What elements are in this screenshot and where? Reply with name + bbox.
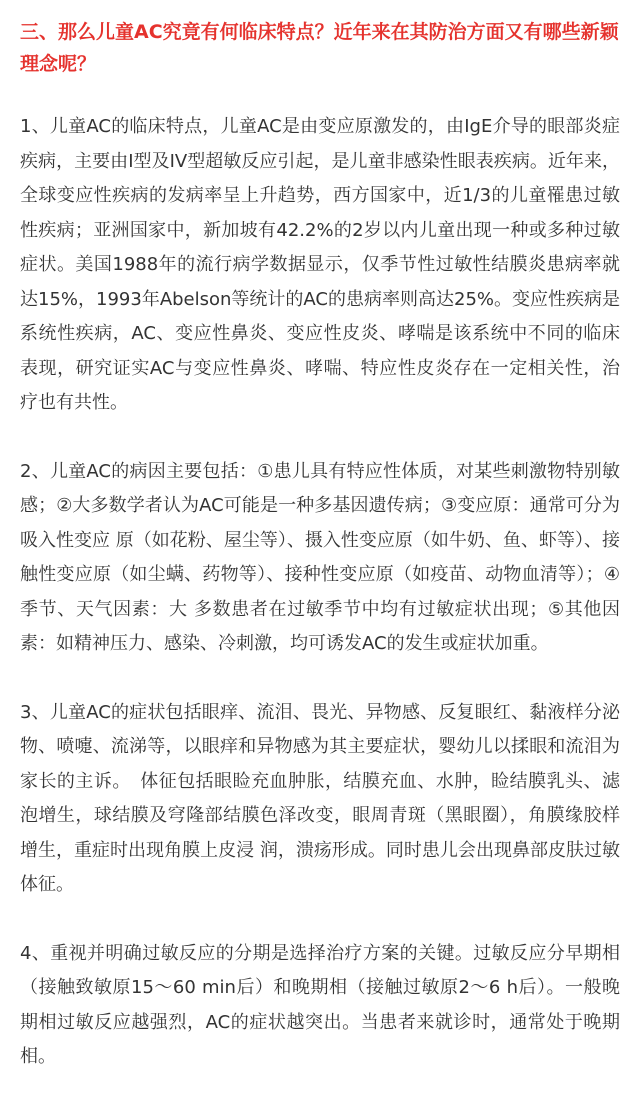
section-heading: 三、那么儿童AC究竟有何临床特点？近年来在其防治方面又有哪些新颖理念呢？ xyxy=(20,21,619,75)
paragraph-symptoms: 3、儿童AC的症状包括眼痒、流泪、畏光、异物感、反复眼红、黏液样分泌物、喷嚏、流涕等，以眼痒和异物感为其主要症状，婴幼儿以揉眼和流泪为家长的主诉。 体征包括眼睑充血肿胀，结膜充血、水肿，睑结膜乳头、滤泡增生，球结膜及穹隆部结膜色泽改变，眼周青斑（黑眼圈），角膜缘胶样增生，重症时出现角膜上皮浸 润，溃疡形成。同时患儿会出现鼻部皮肤过敏体征。 xyxy=(20,701,620,895)
paragraph-clinical-features: 1、儿童AC的临床特点，儿童AC是由变应原激发的，由IgE介导的眼部炎症疾病，主要由I型及IV型超敏反应引起，是儿童非感染性眼表疾病。近年来，全球变应性疾病的发病率呈上升趋势，西方国家中，近1/3的儿童罹患过敏性疾病；亚洲国家中，新加坡有42.2%的2岁以内儿童出现一种或多种过敏症状。美国1988年的流行病学数据显示，仅季节性过敏性结膜炎患病率就达15%，1993年Abelson等统计的AC的患病率则高达25%。变应性疾病是系统性疾病，AC、变应性鼻炎、变应性皮炎、哮喘是该系统中不同的临床表现，研究证实AC与变应性鼻炎、哮喘、特应性皮炎存在一定相关性，治疗也有共性。 xyxy=(20,116,621,413)
paragraph-allergy-phases: 4、重视并明确过敏反应的分期是选择治疗方案的关键。过敏反应分早期相（接触致敏原15～60 min后）和晚期相（接触过敏原2～6 h后）。一般晚期相过敏反应越强烈，AC的症状越突出。当患者来就诊时，通常处于晚期相。 xyxy=(20,942,620,1067)
paragraph-etiology: 2、儿童AC的病因主要包括：①患儿具有特应性体质，对某些刺激物特别敏感；②大多数学者认为AC可能是一种多基因遗传病；③变应原：通常可分为吸入性变应 原（如花粉、屋尘等）、摄入性变应原（如牛奶、鱼、虾等）、接触性变应原（如尘螨、药物等）、接种性变应原（如疫苗、动物血清等）；④季节、天气因素：大 多数患者在过敏季节中均有过敏症状出现；⑤其他因素：如精神压力、感染、冷刺激，均可诱发AC的发生或症状加重。 xyxy=(20,460,620,654)
